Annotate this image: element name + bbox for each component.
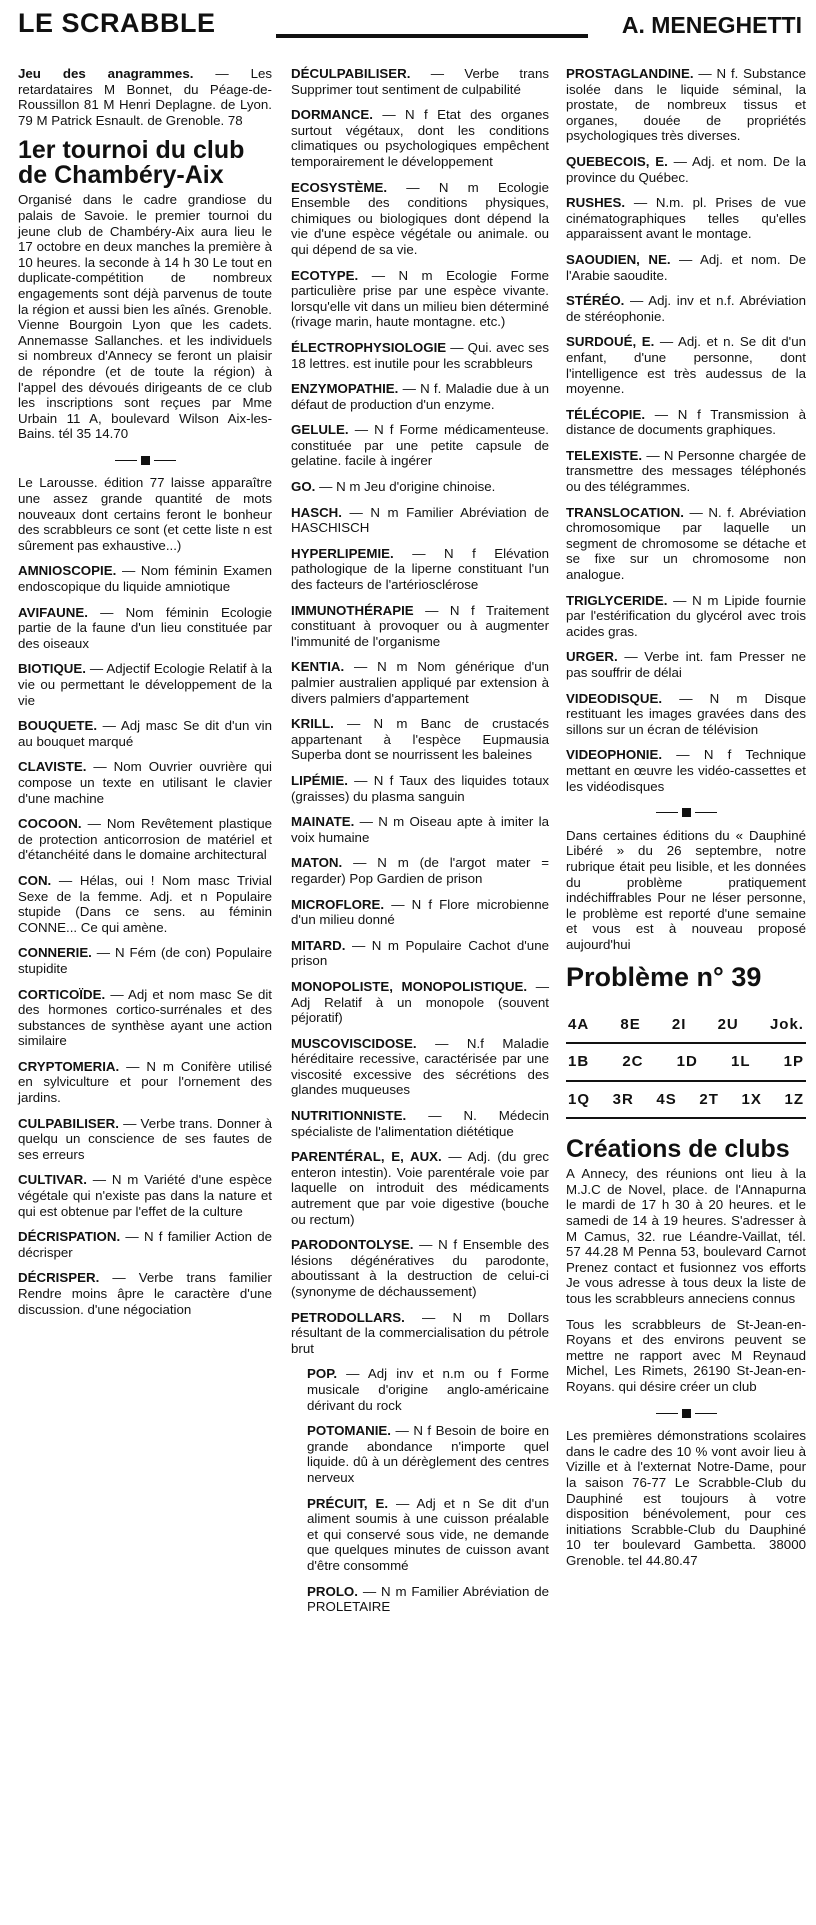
entry-word: COCOON. bbox=[18, 816, 82, 832]
entry-word: QUEBECOIS, E. bbox=[566, 153, 668, 169]
entry-definition: — N.f Maladie héréditaire recessive, caractérisée par une viscosité excessive des sécrétions des glandes muqueuses bbox=[291, 1035, 549, 1098]
dictionary-entry bbox=[291, 422, 549, 469]
dictionary-entry bbox=[291, 1310, 549, 1357]
entry-definition: — N m Dollars résultant de la commercialisation du pétrole brut bbox=[291, 1309, 549, 1356]
entry-definition: — N m Conifère utilisé en sylviculture et pour l'ornement des jardins. bbox=[18, 1058, 272, 1106]
entry-definition: — N m (de l'argot mater = regarder) Pop Gardien de prison bbox=[291, 855, 549, 886]
entry-definition: — N f Ensemble des lésions dégénératives du parodonte, aboutissant à la destruction de celui-ci (synonyme de déchaussement) bbox=[291, 1237, 549, 1299]
entry-definition: — N m Lipide fournie par l'estérification du glycérol avec trois acides gras. bbox=[566, 592, 806, 639]
tile-draw bbox=[566, 1007, 806, 1120]
dictionary-entry bbox=[18, 1172, 272, 1219]
dictionary-entry bbox=[291, 180, 549, 258]
entry-word: VIDEODISQUE. bbox=[566, 690, 663, 706]
dictionary-entry bbox=[291, 855, 549, 886]
entry-word: BOUQUETE. bbox=[18, 718, 98, 734]
creations-text-1: A Annecy, des réunions ont lieu à la M.J.C de Novel, place. de l'Annapurna le mardi de 17 h 30 à 20 heures. et le samedi de 14 à 19 heures. S'adresser à M Camus, 32. rue Léandre-Vaillat, tél. 57 44.28 M Penna 53, boulevard Carnot Prenez contact et fusionnez vos efforts Je vous adresse à tous deux la liste de tous les scrabbleurs anneciens connus bbox=[566, 1166, 806, 1307]
entry-word: ÉLECTROPHYSIOLOGIE bbox=[291, 339, 447, 355]
entry-word: PROSTAGLANDINE. bbox=[566, 66, 694, 81]
creations-title: Créations de clubs bbox=[566, 1135, 790, 1164]
entry-word: CULTIVAR. bbox=[18, 1172, 87, 1188]
dictionary-entry bbox=[566, 747, 806, 794]
tile-group: 1L bbox=[730, 1053, 751, 1071]
entry-word: MUSCOVISCIDOSE. bbox=[291, 1035, 417, 1051]
dictionary-entry bbox=[291, 938, 549, 969]
entry-definition: — N m Familier Abréviation de PROLETAIRE bbox=[307, 1583, 549, 1615]
entry-word: GO. bbox=[291, 479, 316, 495]
problem-title: Problème n° 39 bbox=[566, 961, 762, 992]
dictionary-entry bbox=[566, 448, 806, 495]
entry-definition: — N m Ecologie Ensemble des conditions physiques, chimiques ou biologiques dont dépend la vie d'une espèce végétale ou animale. ou qui dépend de sa vie. bbox=[291, 179, 549, 257]
entry-definition: — N Fém (de con) Populaire stupidite bbox=[18, 945, 272, 976]
dictionary-entry bbox=[291, 66, 549, 97]
entry-word: PARODONTOLYSE. bbox=[291, 1237, 414, 1253]
entry-word: DÉCRISPER. bbox=[18, 1270, 100, 1286]
dictionary-entry bbox=[291, 268, 549, 330]
entry-definition: — N m Banc de crustacés appartenant à l'espèce Eupmausia Superba dont se nourrissent les baleines bbox=[291, 716, 549, 763]
entry-word: POTOMANIE. bbox=[307, 1423, 391, 1439]
dictionary-entry bbox=[18, 1270, 272, 1317]
entry-word: CRYPTOMERIA. bbox=[18, 1058, 120, 1074]
tile-group: 1P bbox=[783, 1053, 804, 1071]
entry-definition: — N f Besoin de boire en grande abondance n'importe quel liquide. dû à un dérèglement des centres nerveux bbox=[307, 1423, 549, 1485]
tile-group: 1D bbox=[676, 1053, 698, 1071]
entry-word: MATON. bbox=[291, 855, 343, 871]
dictionary-entry bbox=[566, 691, 806, 738]
tile-group: 8E bbox=[620, 1015, 641, 1033]
dictionary-entry bbox=[566, 505, 806, 583]
entry-definition: — Adj. inv et n.f. Abréviation de stéréophonie. bbox=[566, 293, 806, 324]
tile-group: Jok. bbox=[769, 1015, 804, 1033]
entry-word: CON. bbox=[18, 872, 52, 888]
entry-definition: — N Personne chargée de transmettre des messages téléphonés ou des télégrammes. bbox=[566, 447, 806, 495]
anagram-paragraph bbox=[18, 66, 272, 128]
dictionary-entry bbox=[18, 605, 272, 652]
dictionary-entry bbox=[291, 381, 549, 412]
column-3 bbox=[566, 66, 806, 1579]
entry-word: PARENTÉRAL, E, AUX. bbox=[291, 1149, 442, 1165]
dictionary-entry bbox=[291, 546, 549, 593]
entry-word: CULPABILISER. bbox=[18, 1115, 119, 1131]
entry-word: NUTRITIONNISTE. bbox=[291, 1108, 407, 1124]
entry-word: DÉCRISPATION. bbox=[18, 1229, 121, 1245]
dictionary-entry bbox=[566, 66, 806, 144]
entry-definition: — N m Ecologie Forme particulière prise par une espèce vivante. lorsqu'elle vit dans un milieu bien déterminé (rivage marin, haute montagne. etc.) bbox=[291, 267, 549, 330]
dictionary-entry bbox=[566, 649, 806, 680]
column-1 bbox=[18, 66, 272, 1327]
dictionary-entry bbox=[18, 661, 272, 708]
entry-word: VIDEOPHONIE. bbox=[566, 747, 663, 763]
entry-word: CORTICOÏDE. bbox=[18, 986, 106, 1002]
entry-definition: — N f Transmission à distance de documents graphiques. bbox=[566, 406, 806, 438]
dictionary-entry bbox=[291, 1584, 549, 1615]
column-2 bbox=[291, 66, 549, 1625]
tile-group: 3R bbox=[612, 1090, 634, 1108]
tournoi-text: Organisé dans le cadre grandiose du palais de Savoie. le premier tournoi du jeune club de Chambéry-Aix aura lieu le 17 octobre en deux manches la première à 10 heures. la seconde à 14 h 30 Le tout en duplicate-compétition de nombreux engagements sont déjà parvenus de toute la région et aussi bien les aînés. Grenoble. Vienne Bourgoin Lyon que les cadets. Annemasse Sallanches. et les individuels si nombreux d'Annecy se feront un plaisir de répondre (et de toute la région) à l'appel des dévoués dirigeants de ce club les inscriptions sont reçues par Mme Urbain 11 A, boulevard Wilson Aix-les-Bains. tél 35 14.70 bbox=[18, 192, 272, 442]
entry-definition: — N m Familier Abréviation de HASCHISCH bbox=[291, 504, 549, 536]
dictionary-entry bbox=[566, 195, 806, 242]
entry-word: HASCH. bbox=[291, 504, 342, 520]
dictionary-entry bbox=[18, 816, 272, 863]
dictionary-entry bbox=[291, 897, 549, 928]
tile-group: 2U bbox=[717, 1015, 739, 1033]
tile-group: 1B bbox=[568, 1053, 590, 1071]
entry-word: ECOSYSTÈME. bbox=[291, 179, 388, 195]
entry-word: MONOPOLISTE, MONOPOLISTIQUE. bbox=[291, 978, 528, 994]
entry-word: SURDOUÉ, E. bbox=[566, 334, 655, 350]
entry-definition: — Nom Ouvrier ouvrière qui compose un texte en utilisant le clavier d'une machine bbox=[18, 759, 272, 806]
entry-definition: — N f familier Action de décrisper bbox=[18, 1229, 272, 1260]
entry-word: ECOTYPE. bbox=[291, 267, 359, 283]
entry-word: POP. bbox=[307, 1366, 338, 1382]
entry-word: TÉLÉCOPIE. bbox=[566, 406, 646, 422]
entry-word: CLAVISTE. bbox=[18, 759, 87, 775]
entry-definition: — Adj. et nom. De la province du Québec. bbox=[566, 153, 807, 185]
entry-definition: — Adj et n Se dit d'un aliment soumis à une cuisson préalable et qui conservé sous vide, ne demande que quelques minutes de cuisson avant d'être consommé bbox=[307, 1495, 549, 1573]
entry-definition: — Verbe trans. Donner à quelqu un conscience de ses fautes de ses erreurs bbox=[18, 1115, 272, 1162]
dictionary-entry bbox=[566, 407, 806, 438]
entry-word: IMMUNOTHÉRAPIE bbox=[291, 602, 414, 618]
entry-word: LIPÉMIE. bbox=[291, 772, 348, 788]
entry-word: TELEXISTE. bbox=[566, 447, 643, 463]
entry-definition: — N f Flore microbienne d'un milieu donné bbox=[291, 896, 549, 928]
separator bbox=[566, 804, 806, 820]
entry-definition: — N m Populaire Cachot d'une prison bbox=[291, 937, 549, 969]
page-header bbox=[18, 6, 802, 46]
tile-group: 2T bbox=[699, 1090, 719, 1108]
dictionary-entry bbox=[291, 505, 549, 536]
author-name: A. MENEGHETTI bbox=[621, 12, 802, 38]
dictionary-entry bbox=[566, 293, 806, 324]
entry-word: CONNERIE. bbox=[18, 945, 92, 961]
dictionary-entry bbox=[291, 814, 549, 845]
tile-row bbox=[566, 1007, 806, 1045]
larousse-text: Le Larousse. édition 77 laisse apparaître une assez grande quantité de mots nouveaux dont certains feront le bonheur des scrabbleurs ce sont (et cette liste n est sûrement pas exhaustive...) bbox=[18, 475, 272, 553]
dictionary-entry bbox=[18, 1116, 272, 1163]
entry-word: DÉCULPABILISER. bbox=[291, 66, 411, 81]
entry-definition: — Hélas, oui ! Nom masc Trivial Sexe de la femme. Adj. et n Populaire stupide (Dans ce sens. au féminin CONNE... Ce qui amène. bbox=[18, 872, 272, 935]
entry-definition: — Verbe int. fam Presser ne pas souffrir de délai bbox=[566, 649, 806, 680]
entry-definition: — N f. Substance isolée dans le liquide séminal, la prostate, de nombreux tissus et organes, douée de propriétés psychologiques très diverses. bbox=[566, 66, 806, 144]
entry-definition: — Adj masc Se dit d'un vin au bouquet marqué bbox=[18, 718, 272, 749]
tile-group: 1Q bbox=[568, 1090, 591, 1108]
entry-definition: — Adjectif Ecologie Relatif à la vie ou permettant le développement de la vie bbox=[18, 661, 272, 708]
entry-word: PRÉCUIT, E. bbox=[307, 1495, 389, 1511]
word-list-1 bbox=[18, 563, 272, 1317]
tile-group: 1X bbox=[741, 1090, 762, 1108]
entry-word: KRILL. bbox=[291, 716, 334, 732]
entry-definition: — Adj. (du grec enteron intestin). Voie parentérale voie par laquelle on introduit des médicaments autrement que par voie digestive (bouche ou rectum) bbox=[291, 1149, 549, 1227]
entry-definition: — N f Traitement constituant à provoquer ou à augmenter l'immunité de l'organisme bbox=[291, 602, 549, 649]
dictionary-entry bbox=[291, 1108, 549, 1139]
tile-row bbox=[566, 1082, 806, 1120]
creations-text-2: Tous les scrabbleurs de St-Jean-en-Royans et des environs peuvent se mettre ne rapport avec M Reynaud Michel, Les Rimets, 26190 St-Jean-en-Royans. qui désire créer un club bbox=[566, 1316, 806, 1394]
dictionary-entry bbox=[566, 334, 806, 396]
dictionary-entry bbox=[18, 563, 272, 594]
dictionary-entry bbox=[291, 1423, 549, 1485]
entry-word: ENZYMOPATHIE. bbox=[291, 381, 399, 397]
entry-word: MAINATE. bbox=[291, 814, 355, 830]
header-rule bbox=[276, 34, 588, 38]
dictionary-entry bbox=[18, 873, 272, 935]
dictionary-entry bbox=[566, 252, 806, 283]
dictionary-entry bbox=[291, 716, 549, 763]
dictionary-entry bbox=[18, 987, 272, 1049]
entry-definition: — N m Disque restituant les images gravées dans des sillons sur un écran de télévision bbox=[566, 690, 806, 737]
entry-definition: — N.m. pl. Prises de vue cinématographiques telles qu'elles apparaissent avant le montage. bbox=[566, 195, 806, 242]
dictionary-entry bbox=[291, 603, 549, 650]
entry-definition: — N f Taux des liquides totaux (graisses) du plasma sanguin bbox=[291, 772, 549, 804]
anagram-text: — Les retardataires M Bonnet, du Péage-de-Roussillon 81 M Henri Deplagne. de Lyon. 79 M Patrick Esnault. de Grenoble. 78 bbox=[18, 66, 273, 128]
tile-group: 1Z bbox=[784, 1090, 804, 1108]
dictionary-entry bbox=[18, 1229, 272, 1260]
dictionary-entry bbox=[291, 979, 549, 1026]
anagram-head: Jeu des anagrammes. bbox=[18, 66, 194, 81]
entry-definition: — Nom féminin Ecologie partie de la faune d'un lieu constituée par des oiseaux bbox=[18, 604, 272, 651]
entry-definition: — Nom féminin Examen endoscopique du liquide amniotique bbox=[18, 563, 272, 595]
entry-word: AVIFAUNE. bbox=[18, 604, 88, 620]
entry-definition: — N m Jeu d'origine chinoise. bbox=[315, 479, 496, 495]
dictionary-entry bbox=[18, 945, 272, 976]
dictionary-entry bbox=[566, 154, 806, 185]
entry-definition: — N f. Maladie due à un défaut de production d'un enzyme. bbox=[291, 381, 549, 412]
entry-definition: — N f Etat des organes surtout végétaux, dont les conditions climatiques ou psychologiques empêchent temporairement le développement bbox=[291, 107, 549, 169]
entry-word: SAOUDIEN, NE. bbox=[566, 251, 671, 267]
entry-word: MITARD. bbox=[291, 937, 346, 953]
entry-definition: — N m Nom générique d'un palmier australien appliqué par extension à divers palmiers d'appartement bbox=[291, 659, 549, 706]
separator bbox=[18, 452, 272, 468]
dictionary-entry bbox=[291, 1149, 549, 1227]
tile-row bbox=[566, 1044, 806, 1082]
entry-definition: — N. f. Abréviation chromosomique par laquelle un segment de chromosome se détache et se fixe sur un chromosome non analogue. bbox=[566, 504, 806, 583]
dictionary-entry bbox=[566, 593, 806, 640]
notice-text: Dans certaines éditions du « Dauphiné Libéré » du 26 septembre, notre rubrique était peu lisible, et les données du problème pratiquement indéchiffrables Pour ne léser personne, le problème est reporté d'une semaine et vous est à nouveau proposé aujourd'hui bbox=[566, 827, 806, 952]
entry-word: GELULE. bbox=[291, 422, 349, 438]
entry-word: HYPERLIPEMIE. bbox=[291, 545, 394, 561]
entry-word: STÉRÉO. bbox=[566, 293, 625, 309]
entry-definition: — Adj. et nom. De l'Arabie saoudite. bbox=[566, 251, 806, 283]
dictionary-entry bbox=[291, 1237, 549, 1299]
separator bbox=[566, 1405, 806, 1421]
entry-definition: — N f Elévation pathologique de la liperne constituant l'un des facteurs de l'artériosclérose bbox=[291, 545, 549, 593]
entry-definition: — Adj Relatif à un monopole (souvent péjoratif) bbox=[291, 978, 549, 1026]
dictionary-entry bbox=[291, 479, 549, 495]
entry-definition: — Verbe trans Supprimer tout sentiment de culpabilité bbox=[291, 66, 549, 97]
entry-definition: — N. Médecin spécialiste de l'alimentation diététique bbox=[291, 1108, 549, 1139]
tile-group: 4A bbox=[568, 1015, 590, 1033]
entry-word: MICROFLORE. bbox=[291, 896, 385, 912]
entry-word: TRANSLOCATION. bbox=[566, 504, 684, 520]
tile-group: 2C bbox=[622, 1053, 644, 1071]
dictionary-entry bbox=[18, 759, 272, 806]
entry-word: TRIGLYCERIDE. bbox=[566, 592, 668, 608]
entry-word: AMNIOSCOPIE. bbox=[18, 563, 117, 579]
dictionary-entry bbox=[18, 718, 272, 749]
entry-word: PROLO. bbox=[307, 1583, 358, 1599]
entry-word: PETRODOLLARS. bbox=[291, 1309, 405, 1325]
dictionary-entry bbox=[18, 1059, 272, 1106]
entry-word: RUSHES. bbox=[566, 195, 626, 211]
entry-definition: — N f Forme médicamenteuse. constituée par une petite capsule de gelatine. facile à ingérer bbox=[291, 422, 549, 469]
column-title: LE SCRABBLE bbox=[18, 8, 216, 38]
word-list-3 bbox=[566, 66, 806, 794]
entry-definition: — Adj inv et n.m ou f Forme musicale d'origine anglo-américaine dérivant du rock bbox=[307, 1366, 549, 1413]
entry-definition: — N m Variété d'une espèce végétale qui n'existe pas dans la nature et qui est obtenue par l'effet de la culture bbox=[18, 1172, 272, 1219]
word-list-2 bbox=[291, 66, 549, 1615]
dictionary-entry bbox=[291, 1496, 549, 1574]
tile-group: 2I bbox=[671, 1015, 687, 1033]
entry-definition: — N m Oiseau apte à imiter la voix humaine bbox=[291, 814, 549, 845]
entry-definition: — Verbe trans familier Rendre moins âpre le caractère d'une discussion. d'une négociation bbox=[18, 1270, 272, 1317]
tile-group: 4S bbox=[656, 1090, 677, 1108]
dictionary-entry bbox=[291, 1036, 549, 1098]
entry-definition: — Qui. avec ses 18 lettres. est inutile pour les scrabbleurs bbox=[291, 339, 549, 371]
dictionary-entry bbox=[291, 659, 549, 706]
entry-definition: — N f Technique mettant en œuvre les vidéo-cassettes et les vidéodisques bbox=[566, 747, 806, 794]
dictionary-entry bbox=[291, 1366, 549, 1413]
tournoi-title: 1er tournoi du club de Chambéry-Aix bbox=[18, 136, 245, 190]
entry-definition: — Adj. et n. Se dit d'un enfant, d'une personne, dont l'intelligence est très audessus de la moyenne. bbox=[566, 334, 806, 397]
entry-word: URGER. bbox=[566, 649, 618, 665]
entry-word: KENTIA. bbox=[291, 659, 345, 675]
entry-definition: — Adj et nom masc Se dit des hormones cortico-surrénales et des substances de synthèse ayant une action similaire bbox=[18, 986, 272, 1049]
creations-text-3: Les premières démonstrations scolaires dans le cadre des 10 % vont avoir lieu à Vizille et à l'externat Notre-Dame, pour la saison 76-77 Le Scrabble-Club du Dauphiné est toujours à votre disposition bénévolement, pour ces initiations Scrabble-Club du Dauphiné 10 ter boulevard Gambetta. 38000 Grenoble. tel 44.80.47 bbox=[566, 1428, 806, 1568]
entry-definition: — Nom Revêtement plastique de protection anticorrosion de matériel et d'étanchéité dans le domaine architectural bbox=[18, 816, 272, 863]
dictionary-entry bbox=[291, 340, 549, 371]
entry-word: BIOTIQUE. bbox=[18, 661, 86, 677]
dictionary-entry bbox=[291, 107, 549, 169]
entry-word: DORMANCE. bbox=[291, 107, 373, 123]
dictionary-entry bbox=[291, 773, 549, 804]
